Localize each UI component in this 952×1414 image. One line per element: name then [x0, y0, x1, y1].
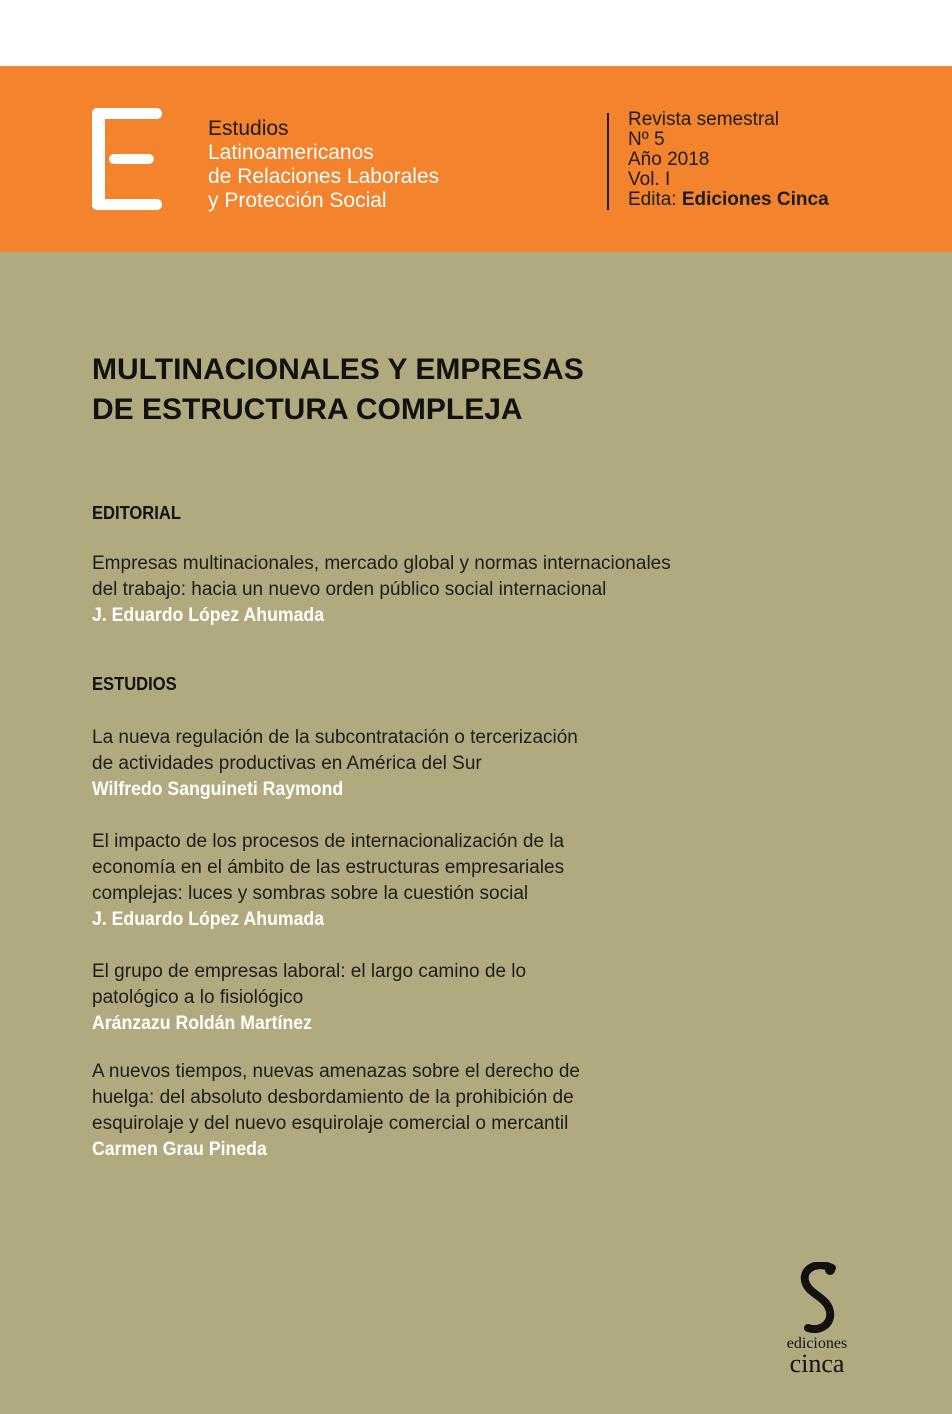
- article-text-line: La nueva regulación de la subcontratación o tercerización: [92, 727, 578, 748]
- issue-info: [628, 110, 829, 210]
- article-text-line: huelga: del absoluto desbordamiento de la prohibición de: [92, 1087, 574, 1108]
- publisher-logo-line2: cinca: [789, 1349, 845, 1378]
- article-text-line: complejas: luces y sombras sobre la cuestión social: [92, 883, 529, 904]
- title-line-1: MULTINACIONALES Y EMPRESAS: [92, 353, 584, 386]
- series-line-3: de Relaciones Laborales: [208, 165, 440, 188]
- article-estudios-4: [92, 1059, 732, 1163]
- publisher-name: Ediciones Cinca: [681, 189, 829, 210]
- header-divider: [607, 113, 609, 210]
- article-estudios-1: [92, 725, 732, 803]
- issue-year: Año 2018: [628, 149, 710, 170]
- issue-number: Nº 5: [628, 129, 665, 150]
- series-line-1: Estudios: [208, 117, 289, 140]
- article-text-line: esquirolaje y del nuevo esquirolaje comercial o mercantil: [92, 1113, 569, 1134]
- article-text-line: economía en el ámbito de las estructuras empresariales: [92, 857, 565, 878]
- article-text-line: A nuevos tiempos, nuevas amenazas sobre el derecho de: [92, 1061, 580, 1082]
- article-text-line: El impacto de los procesos de internacionalización de la: [92, 831, 565, 852]
- article-text-line: de actividades productivas en América del Sur: [92, 753, 482, 774]
- article-author: J. Eduardo López Ahumada: [92, 909, 325, 930]
- issue-title: [92, 350, 792, 430]
- article-author: Aránzazu Roldán Martínez: [92, 1013, 312, 1034]
- top-margin: [0, 0, 952, 66]
- edita-label: Edita:: [628, 189, 677, 210]
- title-line-2: DE ESTRUCTURA COMPLEJA: [92, 393, 523, 426]
- article-author: Wilfredo Sanguineti Raymond: [92, 779, 344, 800]
- estudios-heading: ESTUDIOS: [92, 674, 177, 694]
- article-estudios-2: [92, 829, 732, 933]
- article-author: Carmen Grau Pineda: [92, 1139, 267, 1160]
- article-text-line: del trabajo: hacia un nuevo orden público social internacional: [92, 579, 607, 600]
- journal-series-name: [208, 117, 439, 213]
- article-text-line: patológico a lo fisiológico: [92, 987, 304, 1008]
- issue-publisher: [628, 190, 829, 210]
- article-estudios-3: [92, 959, 732, 1037]
- issue-frequency: Revista semestral: [628, 109, 779, 130]
- journal-e-logo-icon: [92, 108, 162, 210]
- article-editorial: [92, 551, 732, 629]
- publisher-logo-line1: ediciones: [786, 1335, 848, 1352]
- publisher-logo: [772, 1262, 862, 1382]
- series-line-4: y Protección Social: [208, 189, 387, 212]
- series-line-2: Latinoamericanos: [208, 141, 374, 164]
- article-text-line: Empresas multinacionales, mercado global y normas internacionales: [92, 553, 671, 574]
- article-author: J. Eduardo López Ahumada: [92, 605, 325, 626]
- issue-volume: Vol. I: [628, 169, 671, 190]
- editorial-heading: EDITORIAL: [92, 503, 181, 523]
- cinca-s-logo-icon: [792, 1262, 842, 1334]
- article-text-line: El grupo de empresas laboral: el largo camino de lo: [92, 961, 527, 982]
